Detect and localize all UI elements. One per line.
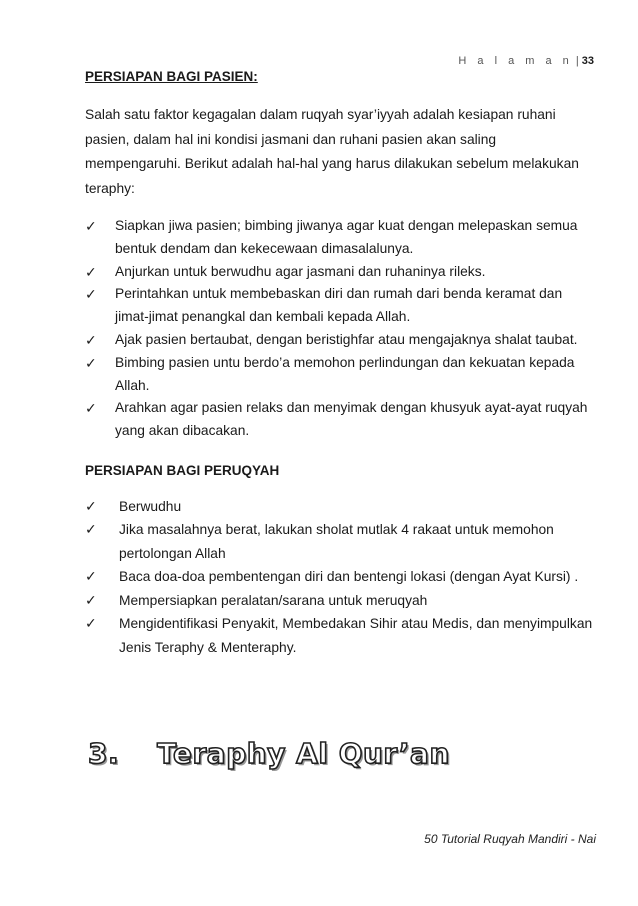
- list-item: [85, 283, 595, 329]
- list-item-text: Mempersiapkan peralatan/sarana untuk meruqyah: [119, 592, 428, 608]
- checkmark-icon: ✓: [85, 568, 97, 585]
- section-heading-pasien: PERSIAPAN BAGI PASIEN:: [85, 69, 258, 84]
- list-item: [85, 612, 595, 659]
- list-item-text: Baca doa-doa pembentengan diri dan bentengi lokasi (dengan Ayat Kursi) .: [119, 569, 579, 585]
- checkmark-icon: ✓: [85, 331, 97, 348]
- list-item: [85, 215, 595, 261]
- list-item: [85, 329, 595, 352]
- list-item-text: Bimbing pasien untu berdo’a memohon perlindungan dan kekuatan kepada Allah.: [115, 354, 575, 393]
- list-item: [85, 261, 595, 284]
- checklist-pasien: [85, 215, 595, 443]
- list-item-text: Perintahkan untuk membebaskan diri dan rumah dari benda keramat dan jimat-jimat penangkal dan kembali kepada Allah.: [115, 286, 563, 325]
- checkmark-icon: ✓: [85, 286, 97, 303]
- list-item-text: Siapkan jiwa pasien; bimbing jiwanya agar kuat dengan melepaskan semua bentuk dendam dan kekecewaan dimasalalunya.: [115, 218, 578, 256]
- page-label: H a l a m a n: [458, 55, 573, 67]
- page-content: [85, 67, 595, 659]
- chapter-heading: Teraphy Al Qur’an: [157, 737, 450, 770]
- list-item: [85, 565, 595, 589]
- checkmark-icon: ✓: [85, 400, 97, 417]
- footer-text: 50 Tutorial Ruqyah Mandiri - Nai: [424, 832, 596, 846]
- list-item-text: Ajak pasien bertaubat, dengan beristighfar atau mengajaknya shalat taubat.: [115, 331, 578, 347]
- checklist-peruqyah: [85, 495, 595, 660]
- page-number-header: [458, 55, 594, 67]
- list-item: [85, 352, 595, 398]
- checkmark-icon: ✓: [85, 218, 97, 234]
- checkmark-icon: ✓: [85, 497, 97, 514]
- list-item: [85, 495, 595, 519]
- checkmark-icon: ✓: [85, 521, 97, 538]
- list-item-text: Anjurkan untuk berwudhu agar jasmani dan ruhaninya rileks.: [115, 263, 486, 279]
- list-item-text: Jika masalahnya berat, lakukan sholat mutlak 4 rakaat untuk memohon pertolongan Allah: [119, 522, 554, 561]
- list-item: [85, 518, 595, 565]
- page-number: 33: [581, 55, 594, 67]
- checkmark-icon: ✓: [85, 263, 97, 280]
- section-heading-peruqyah: PERSIAPAN BAGI PERUQYAH: [85, 462, 280, 478]
- list-item: [85, 589, 595, 613]
- list-item: [85, 397, 595, 443]
- list-item-text: Arahkan agar pasien relaks dan menyimak dengan khusyuk ayat-ayat ruqyah yang akan dibacakan.: [115, 400, 588, 439]
- checkmark-icon: ✓: [85, 591, 97, 608]
- checkmark-icon: ✓: [85, 354, 97, 371]
- page-separator: |: [575, 55, 579, 67]
- checkmark-icon: ✓: [85, 615, 97, 632]
- intro-paragraph: Salah satu faktor kegagalan dalam ruqyah syar’iyyah adalah kesiapan ruhani pasien, dalam hal ini kondisi jasmani dan ruhani pasien akan saling mempengaruhi. Berikut adalah hal-hal yang harus dilakukan sebelum melakukan teraphy:: [85, 107, 579, 196]
- list-item-text: Berwudhu: [119, 498, 182, 514]
- list-item-text: Mengidentifikasi Penyakit, Membedakan Sihir atau Medis, dan menyimpulkan Jenis Teraphy & Menteraphy.: [119, 616, 593, 655]
- chapter-title: [88, 737, 450, 770]
- chapter-number: 3.: [88, 737, 120, 770]
